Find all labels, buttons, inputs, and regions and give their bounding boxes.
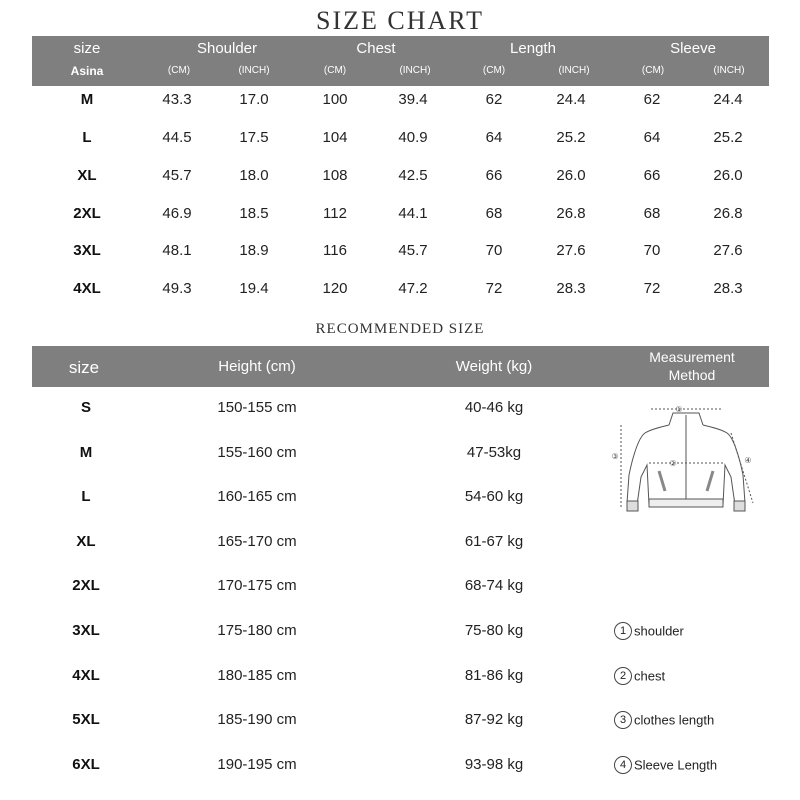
unit-length-inch: (INCH) <box>558 65 590 76</box>
rec-method-header-line1: Measurement <box>649 349 735 365</box>
chest-inch: 45.7 <box>398 242 428 259</box>
group-chest: Chest <box>356 40 396 57</box>
unit-chest-inch: (INCH) <box>399 65 431 76</box>
row-size: 4XL <box>73 280 101 297</box>
rec-weight: 93-98 kg <box>464 756 524 773</box>
shoulder-inch: 18.5 <box>239 205 269 222</box>
length-cm: 72 <box>485 280 503 297</box>
rec-height: 165-170 cm <box>217 533 297 550</box>
rec-weight: 75-80 kg <box>464 622 524 639</box>
rec-height-header: Height (cm) <box>218 358 296 375</box>
legend-label: clothes length <box>634 712 715 728</box>
rec-size: 6XL <box>72 756 100 773</box>
row-size: 3XL <box>73 242 101 259</box>
sleeve-cm: 70 <box>643 242 661 259</box>
unit-sleeve-cm: (CM) <box>641 65 665 76</box>
shoulder-cm: 48.1 <box>162 242 192 259</box>
length-inch: 28.3 <box>556 280 586 297</box>
sleeve-inch: 26.8 <box>713 205 743 222</box>
sleeve-inch: 25.2 <box>713 129 743 146</box>
shoulder-cm: 49.3 <box>162 280 192 297</box>
size-header-label: size <box>73 40 101 57</box>
length-inch: 25.2 <box>556 129 586 146</box>
diagram-mark-2: ② <box>669 459 677 468</box>
length-cm: 70 <box>485 242 503 259</box>
size-header-sub: Asina <box>70 64 104 78</box>
group-length: Length <box>510 40 556 57</box>
legend-label: chest <box>634 668 666 684</box>
rec-size: M <box>79 444 93 461</box>
sleeve-inch: 27.6 <box>713 242 743 259</box>
diagram-mark-1: ① <box>675 405 683 414</box>
rec-method-header-line2: Method <box>668 367 716 383</box>
chest-inch: 40.9 <box>398 129 428 146</box>
shoulder-inch: 17.5 <box>239 129 269 146</box>
sleeve-cm: 62 <box>643 91 661 108</box>
jacket-measurement-diagram <box>603 395 763 525</box>
rec-height: 170-175 cm <box>217 577 297 594</box>
legend-label: Sleeve Length <box>634 757 718 773</box>
recommended-header <box>32 346 769 387</box>
rec-height: 160-165 cm <box>217 488 297 505</box>
rec-height: 190-195 cm <box>217 756 297 773</box>
rec-size-header: size <box>68 358 100 377</box>
legend-item-clothes-length <box>614 711 714 729</box>
chest-cm: 108 <box>322 167 348 184</box>
rec-size: XL <box>76 533 96 550</box>
sleeve-cm: 72 <box>643 280 661 297</box>
rec-size: 2XL <box>72 577 100 594</box>
shoulder-inch: 18.9 <box>239 242 269 259</box>
rec-size: 3XL <box>72 622 100 639</box>
rec-weight: 87-92 kg <box>464 711 524 728</box>
length-inch: 27.6 <box>556 242 586 259</box>
rec-height: 155-160 cm <box>217 444 297 461</box>
length-cm: 68 <box>485 205 503 222</box>
shoulder-inch: 17.0 <box>239 91 269 108</box>
shoulder-cm: 45.7 <box>162 167 192 184</box>
row-size: M <box>80 91 94 108</box>
chest-inch: 39.4 <box>398 91 428 108</box>
rec-weight: 47-53kg <box>466 444 522 461</box>
legend-number: 4 <box>614 756 632 774</box>
rec-weight: 54-60 kg <box>464 488 524 505</box>
rec-size: L <box>81 488 91 505</box>
size-chart-title: SIZE CHART <box>316 6 484 35</box>
row-size: L <box>82 129 92 146</box>
shoulder-cm: 44.5 <box>162 129 192 146</box>
sleeve-inch: 24.4 <box>713 91 743 108</box>
rec-size: 5XL <box>72 711 100 728</box>
chest-inch: 42.5 <box>398 167 428 184</box>
row-size: XL <box>77 167 97 184</box>
chest-inch: 47.2 <box>398 280 428 297</box>
sleeve-cm: 68 <box>643 205 661 222</box>
rec-weight-header: Weight (kg) <box>455 358 533 375</box>
rec-weight: 81-86 kg <box>464 667 524 684</box>
chest-cm: 100 <box>322 91 348 108</box>
chest-cm: 116 <box>323 242 347 259</box>
rec-weight: 68-74 kg <box>464 577 524 594</box>
chest-cm: 120 <box>322 280 348 297</box>
sleeve-inch: 28.3 <box>713 280 743 297</box>
diagram-mark-4: ④ <box>744 456 752 465</box>
length-cm: 64 <box>485 129 503 146</box>
rec-weight: 40-46 kg <box>464 399 524 416</box>
legend-item-sleeve-length <box>614 756 717 774</box>
sleeve-cm: 64 <box>643 129 661 146</box>
rec-size: S <box>80 399 91 416</box>
length-inch: 26.8 <box>556 205 586 222</box>
unit-shoulder-inch: (INCH) <box>238 65 270 76</box>
chest-cm: 112 <box>323 205 347 222</box>
shoulder-inch: 18.0 <box>239 167 269 184</box>
sleeve-cm: 66 <box>643 167 661 184</box>
rec-height: 180-185 cm <box>217 667 297 684</box>
rec-weight: 61-67 kg <box>464 533 524 550</box>
row-size: 2XL <box>73 205 101 222</box>
rec-height: 185-190 cm <box>217 711 297 728</box>
unit-chest-cm: (CM) <box>323 65 347 76</box>
rec-height: 150-155 cm <box>217 399 297 416</box>
unit-sleeve-inch: (INCH) <box>713 65 745 76</box>
group-sleeve: Sleeve <box>670 40 716 57</box>
unit-length-cm: (CM) <box>482 65 506 76</box>
size-chart-header <box>32 36 769 86</box>
length-inch: 26.0 <box>556 167 586 184</box>
shoulder-cm: 46.9 <box>162 205 192 222</box>
chest-inch: 44.1 <box>398 205 428 222</box>
legend-number: 2 <box>614 667 632 685</box>
shoulder-inch: 19.4 <box>239 280 269 297</box>
rec-height: 175-180 cm <box>217 622 297 639</box>
unit-shoulder-cm: (CM) <box>167 65 191 76</box>
length-cm: 66 <box>485 167 503 184</box>
group-shoulder: Shoulder <box>196 40 258 57</box>
legend-item-chest <box>614 667 665 685</box>
length-inch: 24.4 <box>556 91 586 108</box>
legend-number: 1 <box>614 622 632 640</box>
length-cm: 62 <box>485 91 503 108</box>
rec-size: 4XL <box>72 667 100 684</box>
shoulder-cm: 43.3 <box>162 91 192 108</box>
diagram-mark-3: ③ <box>611 452 619 461</box>
sleeve-inch: 26.0 <box>713 167 743 184</box>
legend-label: shoulder <box>634 623 684 639</box>
legend-item-shoulder <box>614 622 684 640</box>
recommended-title: RECOMMENDED SIZE <box>315 321 485 337</box>
legend-number: 3 <box>614 711 632 729</box>
chest-cm: 104 <box>322 129 348 146</box>
